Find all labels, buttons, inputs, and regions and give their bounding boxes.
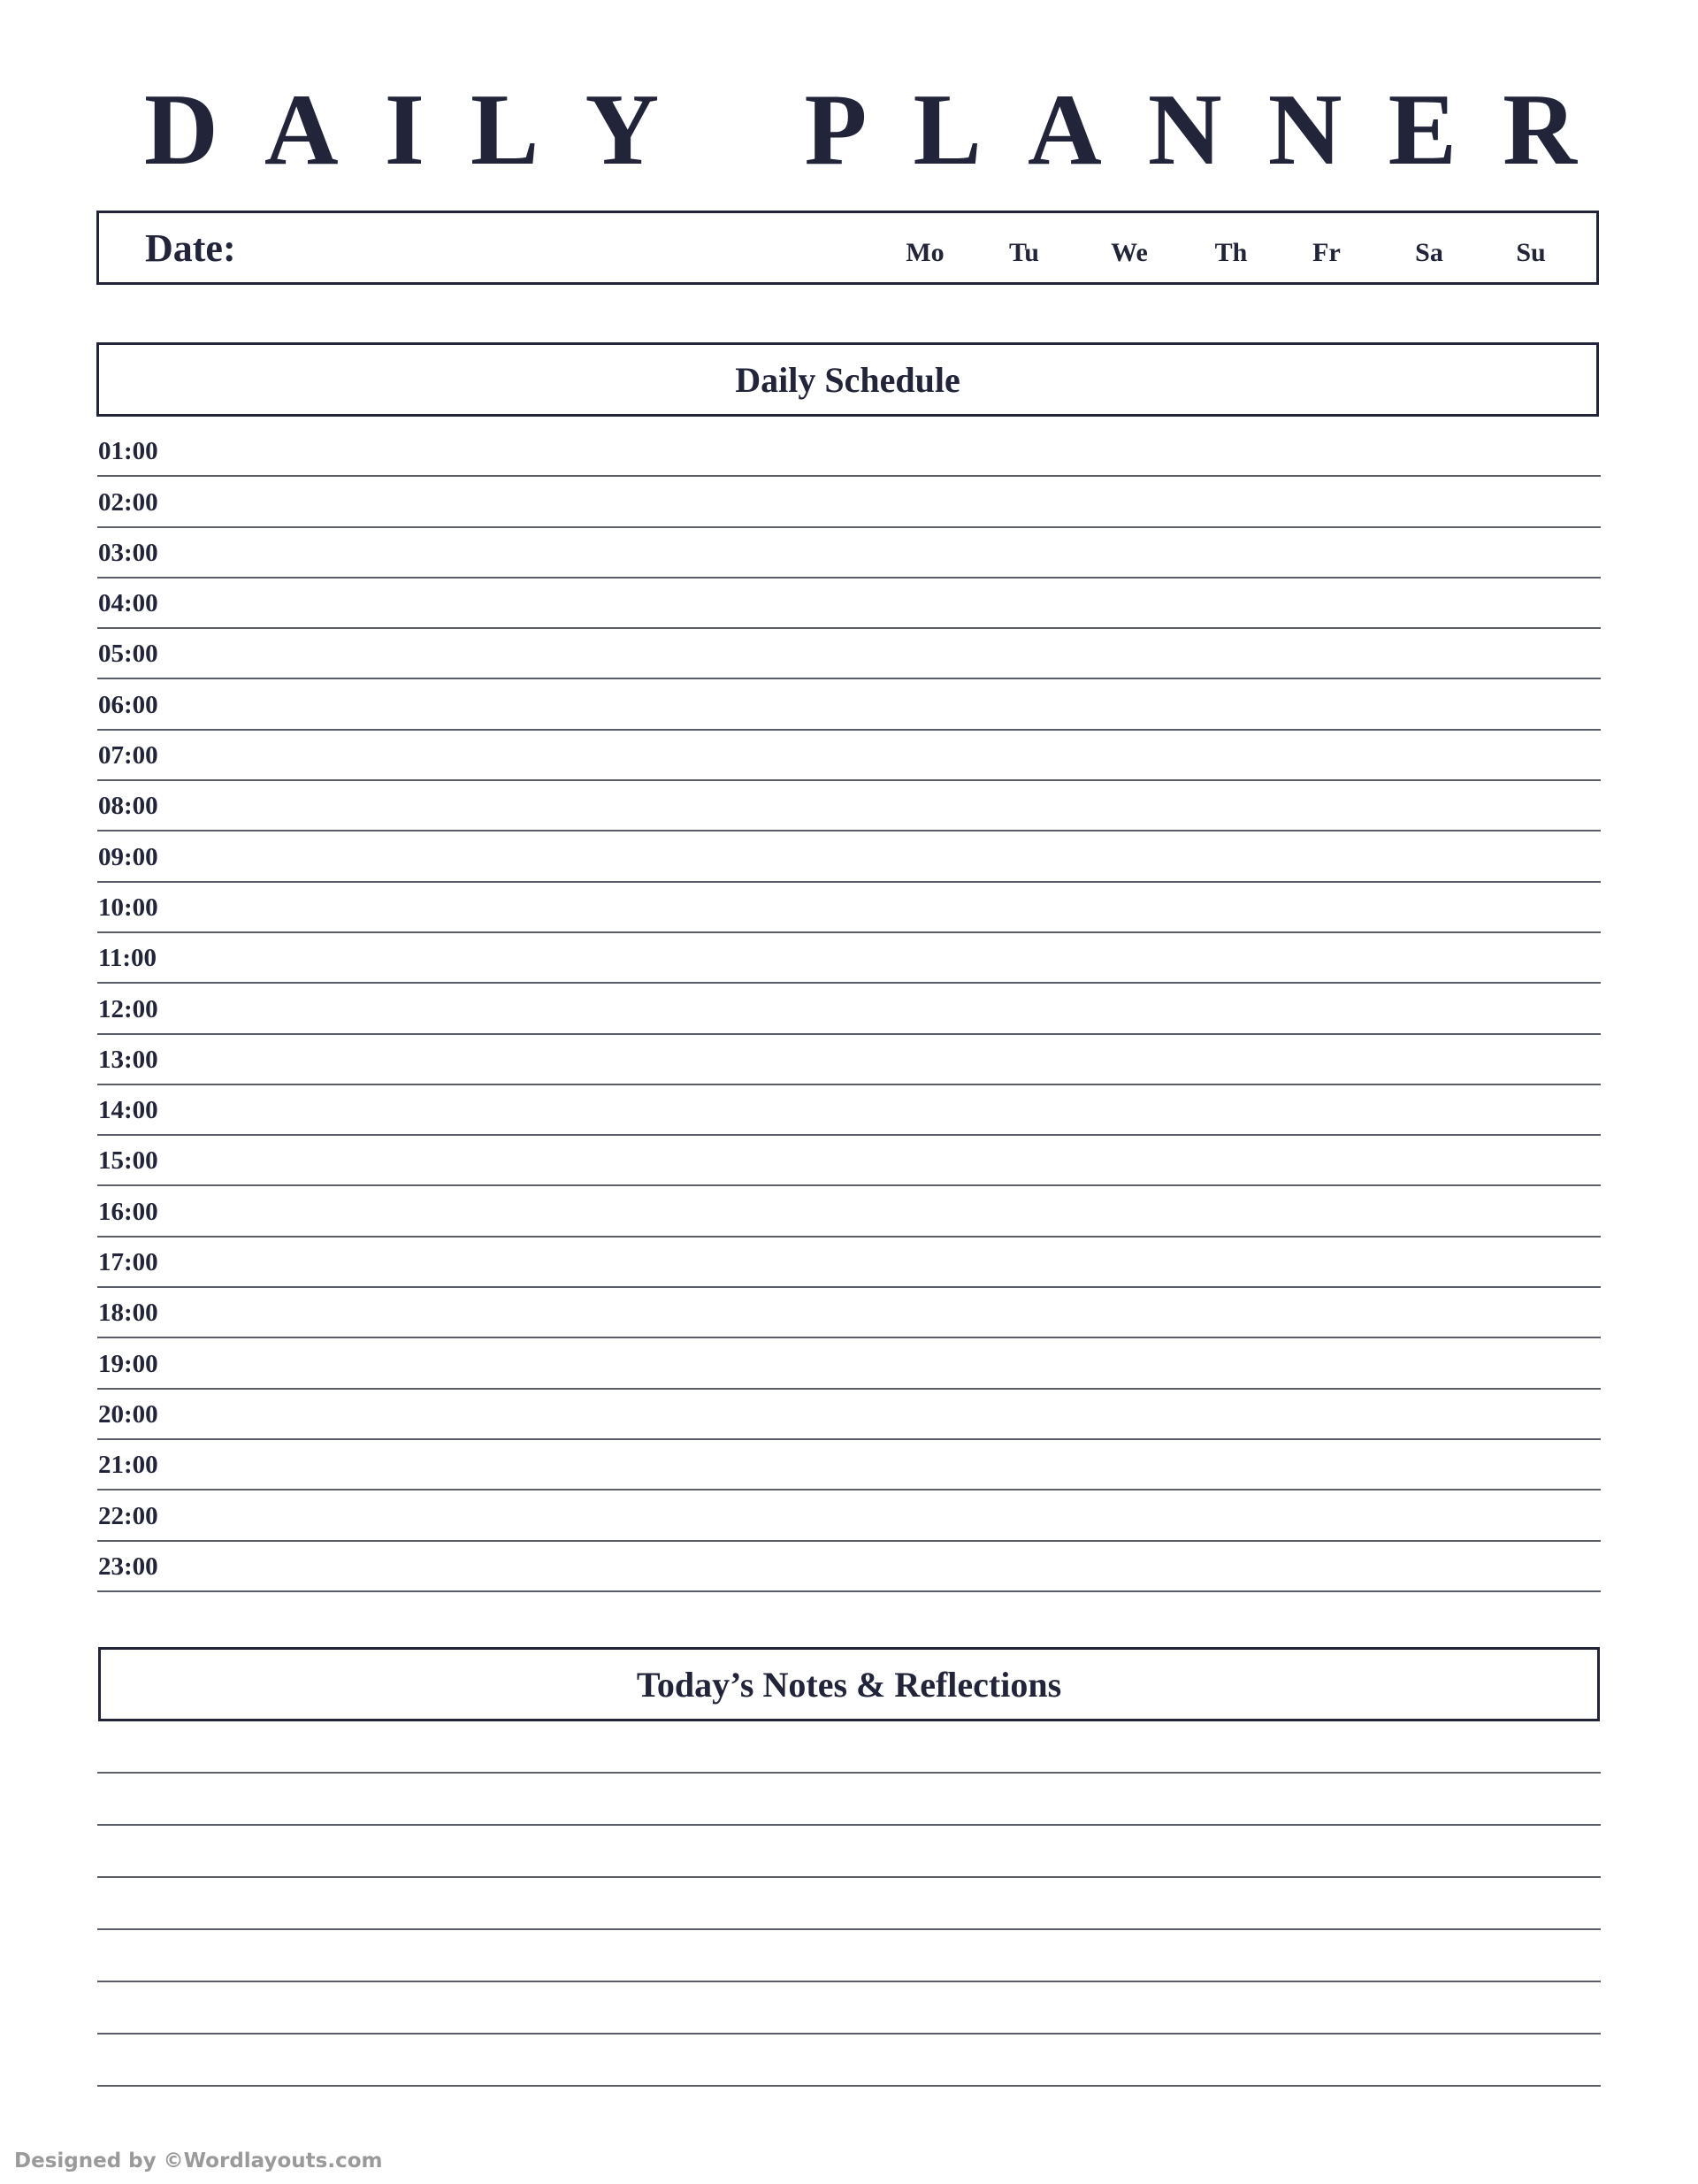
date-bar (96, 211, 1599, 285)
day-sunday[interactable]: Su (1516, 238, 1546, 267)
title-letter: E (1388, 73, 1457, 187)
day-friday[interactable]: Fr (1312, 238, 1341, 267)
notes-header (98, 1647, 1600, 1721)
note-line[interactable] (97, 1721, 1601, 1774)
day-wednesday[interactable]: We (1111, 238, 1148, 267)
schedule-row[interactable] (97, 1186, 1601, 1237)
time-label: 22:00 (98, 1501, 158, 1530)
schedule-row[interactable] (97, 731, 1601, 781)
title-letter: N (1267, 73, 1342, 187)
schedule-row[interactable] (97, 426, 1601, 477)
time-label: 11:00 (98, 944, 157, 973)
schedule-row[interactable] (97, 1035, 1601, 1085)
notes-heading: Today’s Notes & Reflections (636, 1664, 1062, 1705)
day-tuesday[interactable]: Tu (1009, 238, 1039, 267)
schedule-row[interactable] (97, 1085, 1601, 1136)
schedule-row[interactable] (97, 477, 1601, 527)
note-line[interactable] (97, 1826, 1601, 1878)
note-line[interactable] (97, 2035, 1601, 2087)
time-label: 18:00 (98, 1299, 158, 1328)
time-label: 10:00 (98, 893, 158, 922)
note-line[interactable] (97, 1982, 1601, 2035)
time-label: 09:00 (98, 842, 158, 871)
schedule-row[interactable] (97, 629, 1601, 679)
time-label: 19:00 (98, 1349, 158, 1378)
note-line[interactable] (97, 1878, 1601, 1930)
time-label: 03:00 (98, 538, 158, 567)
title-letter: A (264, 73, 339, 187)
time-label: 16:00 (98, 1197, 158, 1226)
time-label: 07:00 (98, 741, 158, 770)
title-letter: D (144, 73, 218, 187)
time-label: 20:00 (98, 1399, 158, 1429)
date-label: Date: (145, 226, 236, 270)
schedule-list (97, 426, 1601, 1592)
time-label: 04:00 (98, 589, 158, 618)
time-label: 05:00 (98, 640, 158, 669)
time-label: 02:00 (98, 487, 158, 517)
time-label: 14:00 (98, 1096, 158, 1125)
note-line[interactable] (97, 1930, 1601, 1982)
note-line[interactable] (97, 1774, 1601, 1826)
title-letter: P (804, 73, 868, 187)
schedule-row[interactable] (97, 1136, 1601, 1186)
schedule-row[interactable] (97, 984, 1601, 1034)
title-letter: R (1503, 73, 1577, 187)
page-title (144, 73, 1577, 188)
schedule-row[interactable] (97, 579, 1601, 629)
schedule-row[interactable] (97, 1490, 1601, 1541)
title-letter: Y (585, 73, 660, 187)
schedule-header (96, 342, 1599, 417)
schedule-row[interactable] (97, 1390, 1601, 1440)
title-letter: I (384, 73, 424, 187)
title-letter: A (1027, 73, 1102, 187)
day-monday[interactable]: Mo (906, 238, 945, 267)
footer-credit: Designed by ©Wordlayouts.com (14, 2150, 383, 2173)
schedule-row[interactable] (97, 933, 1601, 984)
schedule-row[interactable] (97, 781, 1601, 831)
schedule-row[interactable] (97, 831, 1601, 882)
note-rule (97, 2085, 1601, 2087)
notes-area[interactable] (97, 1721, 1601, 2087)
title-letter: L (913, 73, 982, 187)
time-label: 23:00 (98, 1552, 158, 1581)
day-thursday[interactable]: Th (1214, 238, 1248, 267)
schedule-row[interactable] (97, 1338, 1601, 1389)
schedule-row[interactable] (97, 1288, 1601, 1338)
schedule-row[interactable] (97, 1542, 1601, 1592)
time-label: 13:00 (98, 1045, 158, 1074)
schedule-row[interactable] (97, 883, 1601, 933)
time-label: 06:00 (98, 690, 158, 719)
schedule-row[interactable] (97, 1440, 1601, 1490)
schedule-row[interactable] (97, 528, 1601, 579)
title-letter: N (1147, 73, 1222, 187)
schedule-row[interactable] (97, 1238, 1601, 1288)
schedule-row[interactable] (97, 679, 1601, 730)
time-label: 15:00 (98, 1146, 158, 1176)
schedule-heading: Daily Schedule (735, 359, 960, 400)
day-saturday[interactable]: Sa (1415, 238, 1443, 267)
time-label: 21:00 (98, 1451, 158, 1480)
time-label: 01:00 (98, 437, 158, 466)
row-rule (97, 1590, 1601, 1592)
time-label: 12:00 (98, 994, 158, 1023)
title-letter: L (470, 73, 539, 187)
time-label: 17:00 (98, 1248, 158, 1277)
time-label: 08:00 (98, 792, 158, 821)
